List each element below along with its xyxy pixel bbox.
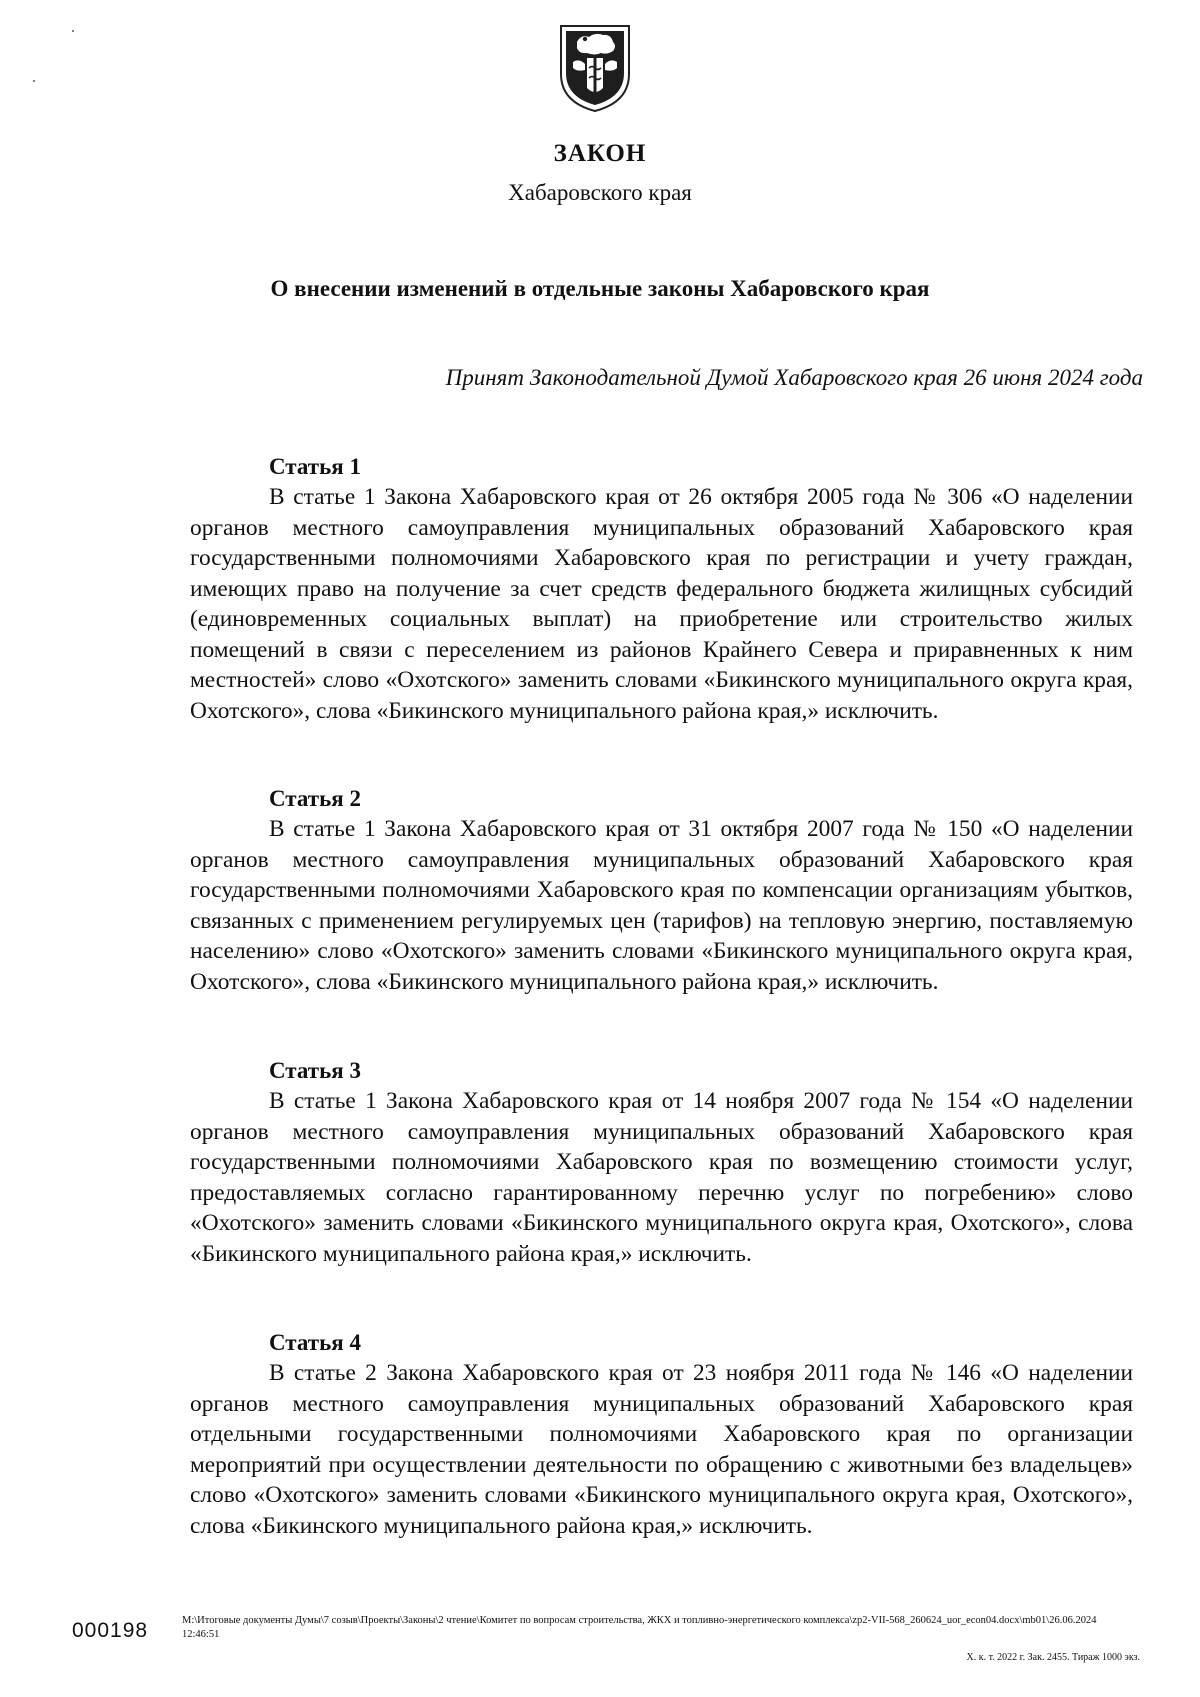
adoption-note: Принят Законодательной Думой Хабаровского края 26 июня 2024 года bbox=[445, 365, 1143, 390]
scan-speck bbox=[72, 30, 74, 32]
article-heading: Статья 1 bbox=[269, 454, 361, 479]
article-text: В статье 1 Закона Хабаровского края от 26 октября 2005 года № 306 «О наделении органов местного самоуправления муниципальных образований Хабаровского края государственными полномочиями Хабаровского края по регистрации и учету граждан, имеющих право на получение за счет средств федерального бюджета жилищных субсидий (единовременных социальных выплат) на приобретение или строительство жилых помещений в связи с переселением из районов Крайнего Севера и приравненных к ним местностей» слово «Охотского» заменить словами «Бикинского муниципального округа края, Охотского», слова «Бикинского муниципального района края,» исключить. bbox=[190, 484, 1133, 724]
article-3 bbox=[190, 1055, 1133, 1269]
article-1 bbox=[190, 451, 1133, 726]
article-text: В статье 2 Закона Хабаровского края от 23 ноября 2011 года № 146 «О наделении органов местного самоуправления муниципальных образований Хабаровского края отдельными государственными полномочиями Хабаровского края по организации мероприятий при осуществлении деятельности по обращению с животными без владельцев» слово «Охотского» заменить словами «Бикинского муниципального округа края, Охотского», слова «Бикинского муниципального района края,» исключить. bbox=[190, 1360, 1133, 1539]
article-text: В статье 1 Закона Хабаровского края от 31 октября 2007 года № 150 «О наделении органов местного самоуправления муниципальных образований Хабаровского края государственными полномочиями Хабаровского края по компенсации организациям убытков, связанных с применением регулируемых цен (тарифов) на тепловую энергию, поставляемую населению» слово «Охотского» заменить словами «Бикинского муниципального округа края, Охотского», слова «Бикинского муниципального района края,» исключить. bbox=[190, 816, 1133, 995]
article-heading: Статья 2 bbox=[269, 786, 361, 811]
registration-number: 000198 bbox=[72, 1619, 149, 1642]
document-region: Хабаровского края bbox=[508, 180, 692, 205]
article-2 bbox=[190, 783, 1133, 997]
article-heading: Статья 4 bbox=[269, 1330, 361, 1355]
article-4 bbox=[190, 1327, 1133, 1541]
document-title: О внесении изменений в отдельные законы Хабаровского края bbox=[270, 276, 930, 301]
article-heading: Статья 3 bbox=[269, 1058, 361, 1083]
file-path: M:\Итоговые документы Думы\7 созыв\Проекты\Законы\2 чтение\Комитет по вопросам строительства, ЖКХ и топливно-энергетического комплекса\zp2-VII-568_260624_uor_econ04.docx\mb01\26.06.2024 12:46:51 bbox=[182, 1615, 1097, 1640]
document-type: ЗАКОН bbox=[553, 140, 647, 167]
article-text: В статье 1 Закона Хабаровского края от 14 ноября 2007 года № 154 «О наделении органов местного самоуправления муниципальных образований Хабаровского края государственными полномочиями Хабаровского края по возмещению стоимости услуг, предоставляемых согласно гарантированному перечню услуг по погребению» слово «Охотского» заменить словами «Бикинского муниципального округа края, Охотского», слова «Бикинского муниципального района края,» исключить. bbox=[190, 1088, 1133, 1267]
coat-of-arms-emblem bbox=[557, 22, 633, 114]
print-info: Х. к. т. 2022 г. Зак. 2455. Тираж 1000 экз. bbox=[966, 1652, 1140, 1663]
scan-speck bbox=[33, 80, 35, 82]
